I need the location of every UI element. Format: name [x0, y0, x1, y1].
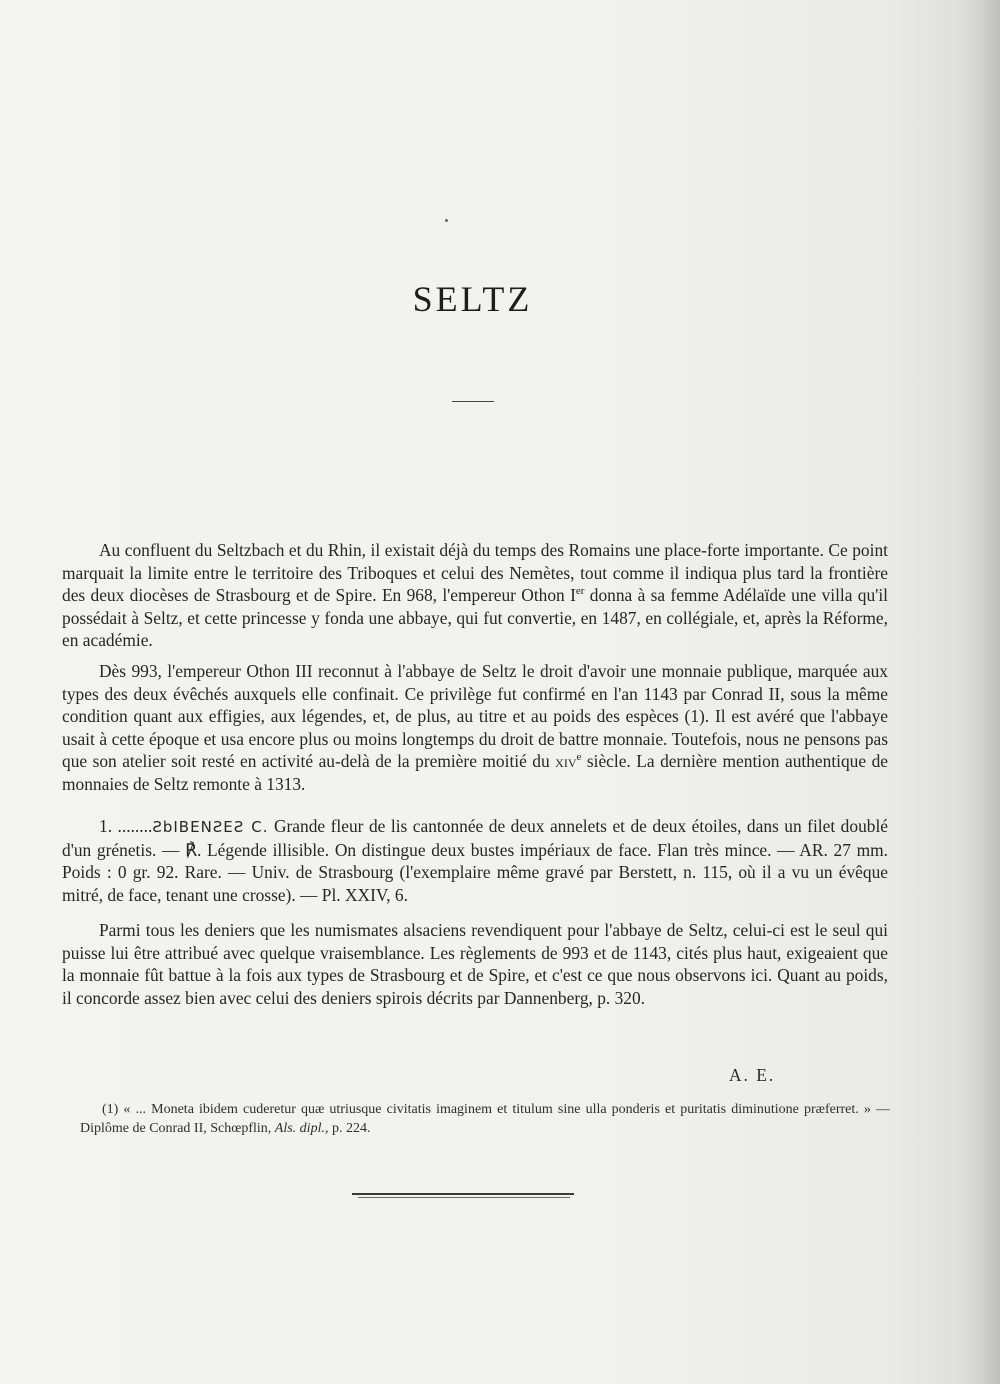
ordinal-superscript: er: [575, 585, 585, 598]
century-numeral: xiv: [555, 751, 577, 771]
paragraph-history-text-a: Au confluent du Seltzbach et du Rhin, il existait déjà du temps des Romains une place-forte importante. Ce point marquait la limite entre le territoire des Triboques et celui des Nemètes, tout comme il indiqua plus tard la frontière des deux diocèses de Strasbourg et de Spire. En 968, l'empereur Othon I: [62, 540, 888, 605]
coin-legend: ƧbIBENƧEƧ C.: [152, 818, 269, 836]
coin-catalog-entry: [62, 815, 888, 906]
page-edge-shadow: [962, 0, 1000, 1384]
paragraph-history-text-b: donna à sa femme Adélaïde une villa qu'il possédait à Seltz, et cette princesse y fonda une abbaye, qui fut convertie, en 1487, en collégiale, et, après la Réforme, en académie.: [62, 585, 888, 650]
paragraph-minting-rights: [62, 660, 888, 795]
page-title: SELTZ: [412, 279, 533, 319]
author-signature: A. E.: [729, 1065, 776, 1085]
paragraph-history: [62, 539, 888, 652]
century-superscript: e: [576, 751, 582, 764]
footnote-text: [80, 1100, 890, 1138]
closing-rule-thin: [358, 1197, 570, 1198]
footnote-citation-italic: Als. dipl.: [274, 1121, 325, 1136]
footnote: [80, 1100, 890, 1138]
paragraph-minting-text-a: Dès 993, l'empereur Othon III reconnut à l'abbaye de Seltz le droit d'avoir une monnaie publique, marquée aux types des deux évêchés auxquels elle confinait. Ce privilège fut confirmé en l'an 1143 par Conrad II, sous la même condition quant aux effigies, aux légendes, et, de plus, au titre et au poids des espèces (1). Il est avéré que l'abbaye usait à cette époque et usa encore plus ou moins longtemps du droit de battre monnaie. Toutefois, nous ne pensons pas que son atelier soit resté en activité au-delà de la première moitié du: [62, 661, 888, 771]
footnote-text-b: , p. 224.: [324, 1121, 371, 1136]
coin-description: Grande fleur de lis cantonnée de deux annelets et de deux étoiles, dans un filet doublé d'un grénetis. — ℟. Légende illisible. On distingue deux bustes impériaux de face. Flan très mince. — AR. 27 mm. Poids : 0 gr. 92. Rare. — Univ. de Strasbourg (l'exemplaire même gravé par Berstett, n. 115, où il a vu un évêque mitré, de face, tenant une crosse). — Pl. XXIV, 6.: [62, 816, 889, 905]
closing-rule: [352, 1191, 574, 1201]
paragraph-minting-text-b: siècle. La dernière mention authentique de monnaies de Seltz remonte à 1313.: [62, 751, 888, 794]
closing-rule-thick: [352, 1193, 574, 1195]
ornament-dot: [445, 219, 448, 222]
footnote-text-a: (1) « ... Moneta ibidem cuderetur quæ utriusque civitatis imaginem et titulum sine ulla ponderis et puritatis diminutione præferret. » — Diplôme de Conrad II, Schœpflin,: [80, 1102, 890, 1136]
title-divider: [452, 401, 494, 402]
coin-number: 1. ........: [99, 816, 153, 836]
paragraph-attribution: Parmi tous les deniers que les numismates alsaciens revendiquent pour l'abbaye de Seltz, celui-ci est le seul qui puisse lui être attribué avec quelque vraisemblance. Les règlements de 993 et de 1143, cités plus haut, exigeaient que la monnaie fût battue à la fois aux types de Strasbourg et de Spire, et c'est ce que nous observons ici. Quant au poids, il concorde assez bien avec celui des deniers spirois décrits par Dannenberg, p. 320.: [62, 920, 888, 1008]
